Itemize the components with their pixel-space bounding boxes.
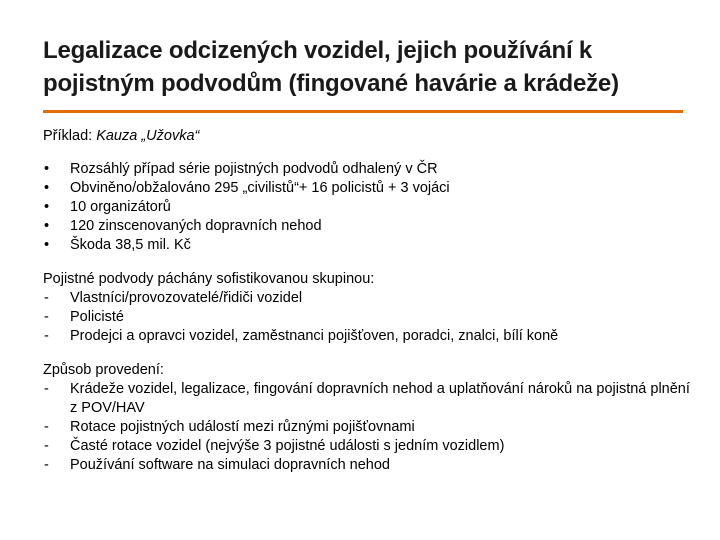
list-item: • Obviněno/obžalováno 295 „civilistů“+ 16 policistů + 3 vojáci: [44, 180, 450, 196]
bullet-icon: •: [44, 180, 50, 196]
dash-icon: -: [44, 309, 49, 325]
list-item: - Vlastníci/provozovatelé/řidiči vozidel: [44, 290, 303, 306]
list-item: - Policisté: [44, 309, 124, 325]
slide-title-line-2: pojistným podvodům (fingované havárie a krádeže): [43, 70, 619, 97]
title-divider: [43, 110, 683, 113]
bullet-icon: •: [44, 218, 50, 234]
bullet-icon: •: [44, 237, 50, 253]
list-item: - Časté rotace vozidel (nejvýše 3 pojistné události s jedním vozidlem): [44, 438, 505, 454]
dash-icon: -: [44, 419, 49, 435]
dash-icon: -: [44, 438, 49, 454]
list-item: • 120 zinscenovaných dopravních nehod: [44, 218, 322, 234]
list-item: • Rozsáhlý případ série pojistných podvodů odhalený v ČR: [44, 161, 438, 177]
dash-icon: -: [44, 290, 49, 306]
case-facts-list: [43, 160, 693, 255]
slide-body: [43, 127, 693, 490]
perpetrators-section: [43, 270, 693, 346]
bullet-icon: •: [44, 199, 50, 215]
perpetrators-heading: Pojistné podvody páchány sofistikovanou skupinou:: [43, 271, 375, 287]
example-case-name: Kauza „Užovka“: [96, 128, 200, 144]
list-item: - Používání software na simulaci dopravních nehod: [44, 457, 390, 473]
dash-icon: -: [44, 328, 49, 344]
dash-icon: -: [44, 381, 49, 397]
example-line: [43, 127, 693, 146]
list-item: - Prodejci a opravci vozidel, zaměstnanci pojišťoven, poradci, znalci, bílí koně: [44, 328, 559, 344]
list-item: • Škoda 38,5 mil. Kč: [44, 237, 191, 253]
slide-title-line-1: Legalizace odcizených vozidel, jejich používání k: [43, 37, 593, 64]
list-item: - Krádeže vozidel, legalizace, fingování dopravních nehod a uplatňování nároků na pojistná plnění z POV/HAV: [44, 381, 690, 416]
dash-icon: -: [44, 457, 49, 473]
slide-title: [43, 34, 683, 100]
method-section: [43, 361, 693, 475]
perpetrators-list: [43, 289, 693, 346]
bullet-icon: •: [44, 161, 50, 177]
list-item: - Rotace pojistných událostí mezi různými pojišťovnami: [44, 419, 415, 435]
method-list: [43, 380, 693, 475]
example-label: Příklad:: [43, 128, 97, 144]
method-heading: Způsob provedení:: [43, 362, 164, 378]
list-item: • 10 organizátorů: [44, 199, 171, 215]
